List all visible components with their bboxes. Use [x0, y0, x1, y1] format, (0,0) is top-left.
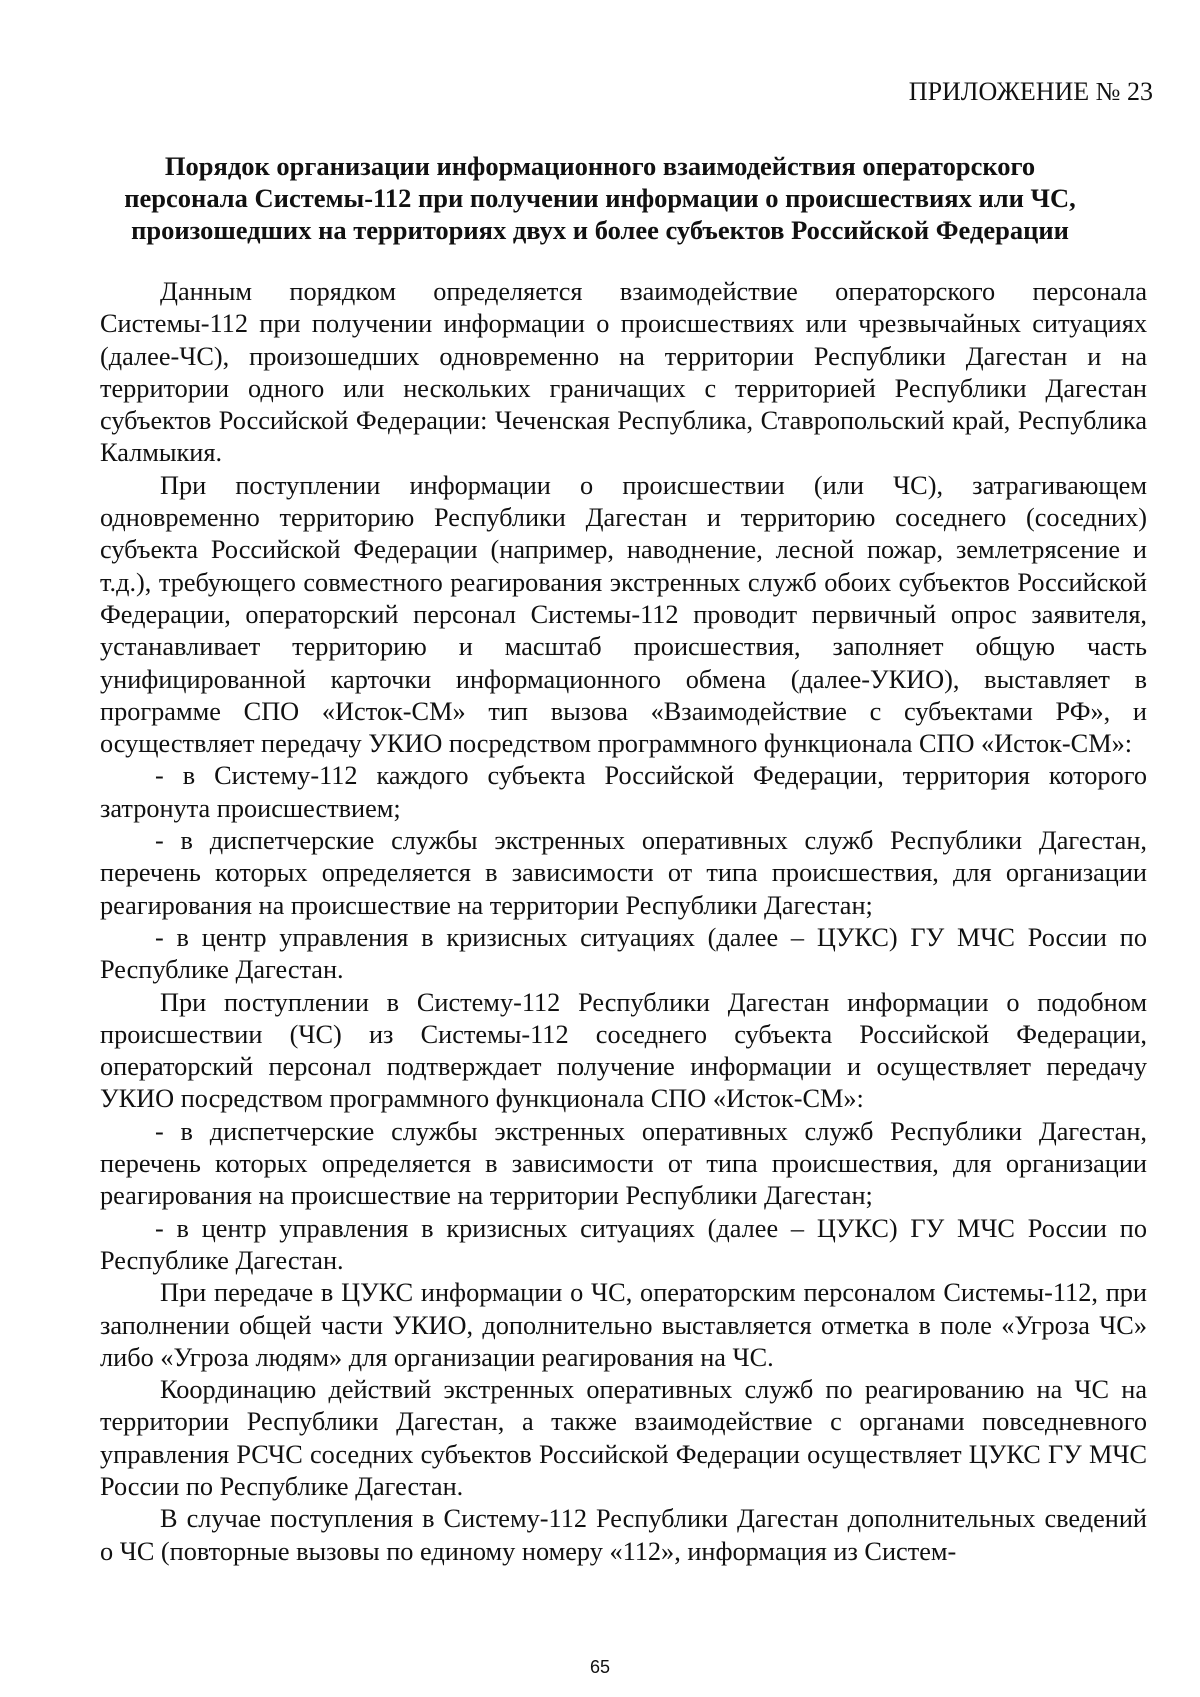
list-item-system-112: - в Систему-112 каждого субъекта Российской Федерации, территория которого затронута происшествием;	[100, 761, 1147, 823]
list-item-tsuks-2: - в центр управления в кризисных ситуациях (далее – ЦУКС) ГУ МЧС России по Республике Дагестан.	[100, 1213, 1147, 1275]
list-item-dispatch-services-2: - в диспетчерские службы экстренных оперативных служб Республики Дагестан, перечень которых определяется в зависимости от типа происшествия, для организации реагирования на происшествие на территории Республики Дагестан;	[100, 1116, 1147, 1211]
paragraph-additional-info: В случае поступления в Систему-112 Республики Дагестан дополнительных сведений о ЧС (повторные вызовы по единому номеру «112», информация из Систем-	[100, 1504, 1147, 1566]
paragraph-neighbor-incoming: При поступлении в Систему-112 Республики Дагестан информации о подобном происшествии (ЧС) из Системы-112 соседнего субъекта Российской Федерации, операторский персонал подтверждает получение информации и осуществляет передачу УКИО посредством программного функционала СПО «Исток-СМ»:	[100, 987, 1147, 1114]
document-body	[100, 276, 1147, 1568]
list-item-dispatch-services: - в диспетчерские службы экстренных оперативных служб Республики Дагестан, перечень которых определяется в зависимости от типа происшествия, для организации реагирования на происшествие на территории Республики Дагестан;	[100, 826, 1147, 920]
page-number: 65	[589, 1657, 611, 1677]
paragraph-coordination: Координацию действий экстренных оперативных служб по реагированию на ЧС на территории Республики Дагестан, а также взаимодействие с органами повседневного управления РСЧС соседних субъектов Российской Федерации осуществляет ЦУКС ГУ МЧС России по Республике Дагестан.	[100, 1375, 1147, 1501]
paragraph-intro: Данным порядком определяется взаимодействие операторского персонала Системы-112 при получении информации о происшествиях или чрезвычайных ситуациях (далее-ЧС), произошедших одновременно на территории Республики Дагестан и на территории одного или нескольких граничащих с территорией Республики Дагестан субъектов Российской Федерации: Чеченская Республика, Ставропольский край, Республика Калмыкия.	[100, 277, 1147, 468]
document-title: Порядок организации информационного взаимодействия операторского персонала Системы-112 при получении информации о происшествиях или ЧС, произошедших на территориях двух и более субъектов Российской Федерации	[124, 151, 1076, 245]
paragraph-threat-mark: При передаче в ЦУКС информации о ЧС, операторским персоналом Системы-112, при заполнении общей части УКИО, дополнительно выставляется отметка в поле «Угроза ЧС» либо «Угроза людям» для организации реагирования на ЧС.	[100, 1278, 1147, 1372]
paragraph-incoming-procedure: При поступлении информации о происшествии (или ЧС), затрагивающем одновременно территорию Республики Дагестан и территорию соседнего (соседних) субъекта Российской Федерации (например, наводнение, лесной пожар, землетрясение и т.д.), требующего совместного реагирования экстренных служб обоих субъектов Российской Федерации, операторский персонал Системы-112 проводит первичный опрос заявителя, устанавливает территорию и масштаб происшествия, заполняет общую часть унифицированной карточки информационного обмена (далее-УКИО), выставляет в программе СПО «Исток-СМ» тип вызова «Взаимодействие с субъектами РФ», и осуществляет передачу УКИО посредством программного функционала СПО «Исток-СМ»:	[100, 470, 1147, 759]
appendix-label: ПРИЛОЖЕНИЕ № 23	[908, 77, 1153, 106]
list-item-tsuks: - в центр управления в кризисных ситуациях (далее – ЦУКС) ГУ МЧС России по Республике Дагестан.	[100, 922, 1147, 985]
